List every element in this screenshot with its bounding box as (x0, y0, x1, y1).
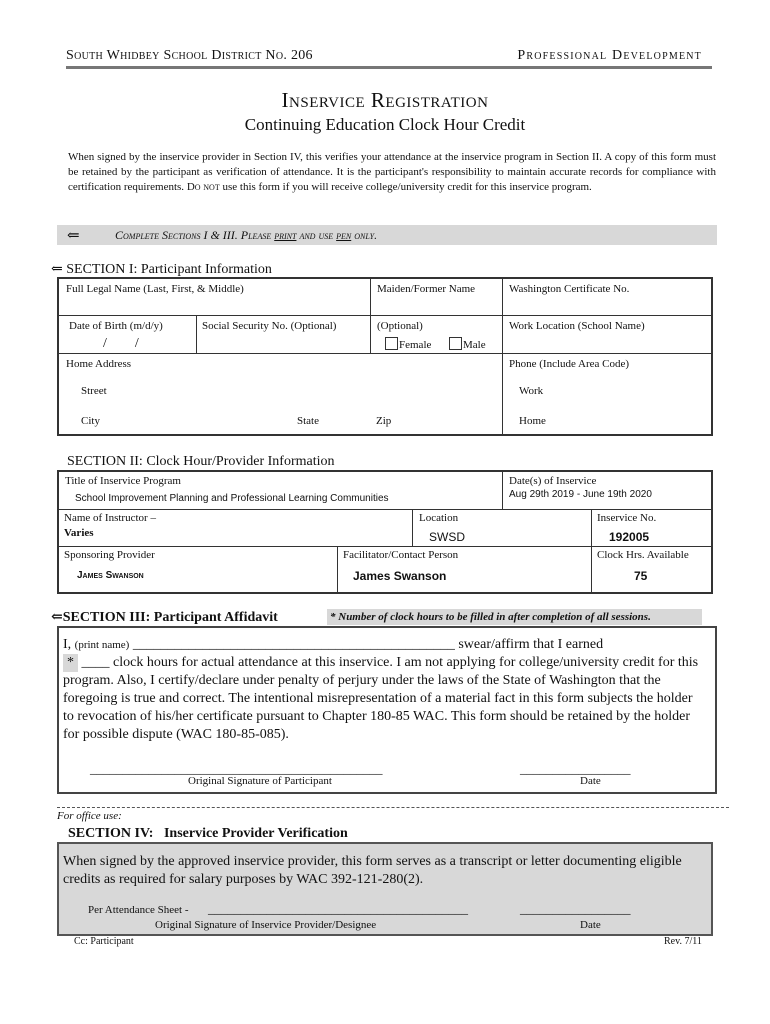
revision-label: Rev. 7/11 (664, 936, 702, 947)
work-phone-field[interactable]: Work (519, 385, 544, 397)
maiden-name-field[interactable]: Maiden/Former Name (377, 283, 476, 295)
clock-hours-text: ____ clock hours for actual attendance at this inservice. I am not applying for college/university credit for this program. Also, I certify/declare under penalty of perjury under the laws of the State of Washington that the foregoing is true and correct. The intentional misrepresentation of a material fact in this form subjects the holder to revocation of his/her certificate pursuant to Chapter 180-85 WAC. This form should be retained by the holder for possible dispute (WAC 180-85-085). (63, 655, 699, 742)
provider-date-label: Date (580, 919, 601, 931)
office-use-label: For office use: (57, 810, 122, 822)
wa-cert-field[interactable]: Washington Certificate No. (509, 283, 630, 295)
section1-title: ⇐ SECTION I: Participant Information (51, 262, 272, 277)
facilitator-value: James Swanson (353, 569, 447, 583)
affidavit-text: I, (print name) ______________________________________________ swear/affirm that I earned * ____ clock hours for actual attendance at this inservice. I am not applying for college/university credit for this program. Also, I certify/declare under penalty of perjury under the laws of the State of Washington that the foregoing is true and correct. The intentional misrepresentation of a material fact in this form subjects the holder to revocation of his/her certificate pursuant to Chapter 180-85 WAC. This form should be retained by the holder for possible dispute (WAC 180-85-085). (63, 637, 699, 742)
phone-label: Phone (Include Area Code) (509, 358, 630, 370)
section4-title: SECTION IV: Inservice Provider Verification (68, 826, 348, 841)
provider-date-line[interactable]: _________________ (520, 901, 631, 916)
provider-signature-label: Original Signature of Inservice Provider/Designee (155, 919, 377, 931)
attendance-sheet-label: Per Attendance Sheet - (88, 904, 189, 916)
intro-paragraph: When signed by the inservice provider in Section IV, this verifies your attendance at the inservice program in Section II. A copy of this form must be retained by the participant as verification of attendance. It is the participant's responsibility to maintain accurate records for compliance with certification requirements. Do not use this form if you will receive college/university credit for this inservice program. (68, 151, 716, 193)
participant-signature-label: Original Signature of Participant (188, 775, 332, 787)
program-value: School Improvement Planning and Professional Learning Communities (75, 493, 389, 504)
provider-signature-line[interactable]: ________________________________________ (208, 901, 468, 916)
state-field[interactable]: State (297, 415, 319, 427)
inservice-no-value: 192005 (609, 530, 650, 544)
location-value: SWSD (429, 530, 465, 544)
dob-slashes: / / (103, 336, 139, 351)
page-title: Inservice Registration (281, 88, 489, 112)
instructor-value: Varies (64, 527, 94, 539)
section3-title: ⇐SECTION III: Participant Affidavit (51, 610, 278, 625)
section4-text: When signed by the approved inservice provider, this form serves as a transcript or letter documenting eligible credits as required for salary purposes by WAC 392-121-280(2). (63, 854, 682, 887)
instruction-bar (57, 225, 717, 245)
zip-field[interactable]: Zip (376, 415, 392, 427)
cc-participant: Cc: Participant (74, 936, 134, 947)
hours-value: 75 (634, 569, 648, 583)
header-rule (66, 66, 712, 69)
city-field[interactable]: City (81, 415, 100, 427)
participant-date-label: Date (580, 775, 601, 787)
gender-optional-label: (Optional) (377, 320, 423, 332)
provider-value: James Swanson (77, 570, 144, 581)
left-arrow-icon: ⇐ (51, 262, 63, 277)
district-name: South Whidbey School District No. 206 (66, 48, 313, 63)
provider-label: Sponsoring Provider (64, 549, 155, 561)
left-arrow-icon: ⇐ (67, 228, 80, 244)
instructor-label: Name of Instructor – (64, 512, 156, 524)
department-name: Professional Development (517, 48, 702, 63)
section2-box (57, 470, 713, 594)
participant-signature-line[interactable]: _____________________________________________ (90, 761, 383, 776)
section2-title: SECTION II: Clock Hour/Provider Information (67, 454, 335, 469)
full-name-field[interactable]: Full Legal Name (Last, First, & Middle) (66, 283, 244, 295)
inservice-no-label: Inservice No. (597, 512, 657, 524)
left-arrow-icon: ⇐ (51, 610, 63, 625)
participant-date-line[interactable]: _________________ (520, 761, 631, 776)
work-location-field[interactable]: Work Location (School Name) (509, 320, 645, 332)
female-option[interactable]: Female (385, 337, 431, 351)
clock-hours-note: * Number of clock hours to be filled in after completion of all sessions. (327, 609, 702, 625)
print-name-field[interactable]: ______________________________________________ swear/affirm that I earned (129, 637, 604, 652)
female-checkbox[interactable] (385, 337, 398, 350)
dates-value: Aug 29th 2019 - June 19th 2020 (509, 489, 652, 500)
dates-label: Date(s) of Inservice (509, 475, 597, 487)
male-option[interactable]: Male (449, 337, 486, 351)
cut-line-divider (57, 807, 729, 808)
hours-label: Clock Hrs. Available (597, 549, 689, 561)
clock-hours-star: * (63, 654, 78, 672)
section1-box (57, 277, 713, 436)
facilitator-label: Facilitator/Contact Person (343, 549, 459, 561)
home-phone-field[interactable]: Home (519, 415, 546, 427)
ssn-field[interactable]: Social Security No. (Optional) (202, 320, 337, 332)
location-label: Location (419, 512, 459, 524)
page-subtitle: Continuing Education Clock Hour Credit (244, 115, 526, 134)
dob-field[interactable]: Date of Birth (m/d/y) (69, 320, 163, 332)
street-field[interactable]: Street (81, 385, 107, 397)
program-label: Title of Inservice Program (65, 475, 181, 487)
home-address-label: Home Address (66, 358, 132, 370)
male-checkbox[interactable] (449, 337, 462, 350)
instruction-text: Complete Sections I & III. Please print and use pen only. (115, 228, 378, 242)
